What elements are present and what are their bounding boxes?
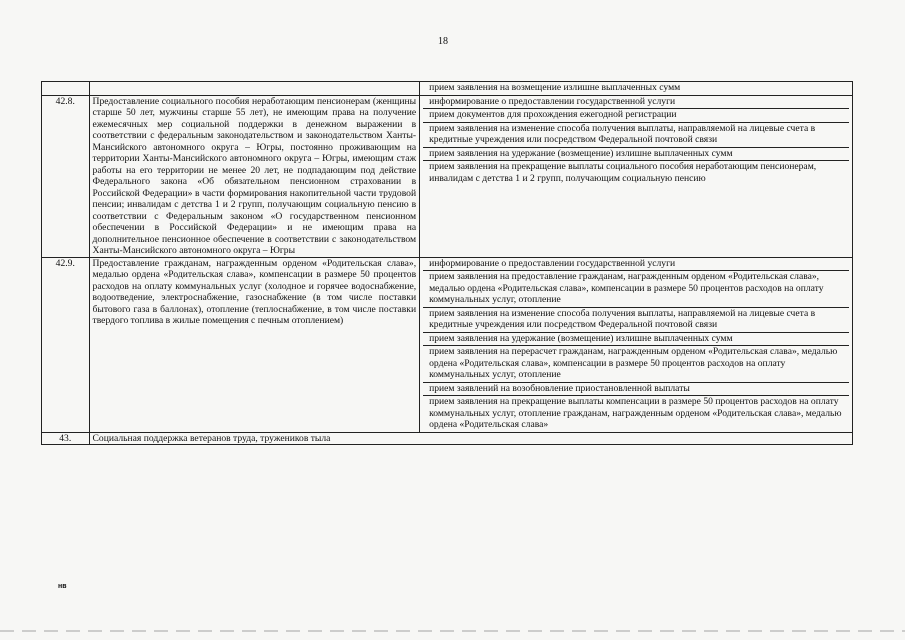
- row-number: 42.9.: [42, 257, 90, 432]
- table-row: [42, 257, 853, 432]
- table-row: [42, 432, 853, 445]
- procedure-item: прием заявления на прекращение выплаты социального пособия неработающим пенсионерам, инвалидам с детства 1 и 2 групп, получающим социальную пенсию: [429, 161, 817, 184]
- table-row: [42, 95, 853, 257]
- services-table: [41, 81, 853, 445]
- procedure-item: прием заявления на удержание (возмещение) излишне выплаченных сумм: [423, 148, 849, 162]
- procedure-item: прием заявления на удержание (возмещение) излишне выплаченных сумм: [423, 333, 849, 347]
- scan-edge-divider: [0, 630, 905, 632]
- service-text: Социальная поддержка ветеранов труда, тружеников тыла: [92, 432, 331, 444]
- row-number: 43.: [42, 432, 90, 445]
- procedure-item: информирование о предоставлении государственной услуги: [423, 258, 849, 272]
- service-text: Предоставление социального пособия неработающим пенсионерам (женщины старше 50 лет, мужчины старше 55 лет), не имеющим права на получение ежемесячных мер социальной поддержки в денежном выражении в соответствии с федеральным законодательством и законодательством Ханты-Мансийского автономного округа – Югры, постоянно проживающим на территории Ханты-Мансийского автономного округа – Югры, имеющим стаж работы на его территории не менее 20 лет, не подпадающим под действие Федерального закона «Об обязательном пенсионном страховании в Российской Федерации» в части формирования накопительной части трудовой пенсии; инвалидам с детства 1 и 2 групп, получающим социальную пенсию в соответствии с Федеральным законом «О государственном пенсионном обеспечении в Российской Федерации» и не имеющим права на дополнительное пенсионное обеспечение в соответствии с законодательством Ханты-Мансийского автономного округа – Югры: [92, 95, 417, 256]
- procedure-list: [420, 95, 853, 257]
- service-description: [89, 82, 420, 96]
- footer-mark: нв: [58, 583, 67, 590]
- table-row: [42, 82, 853, 96]
- procedure-item: прием заявлений на возобновление приостановленной выплаты: [423, 383, 849, 397]
- service-description: [89, 257, 420, 432]
- procedure-list: [420, 257, 853, 432]
- service-text: Предоставление гражданам, награжденным орденом «Родительская слава», медалью ордена «Родительская слава», компенсации в размере 50 процентов расходов на оплату коммунальных услуг (холодное и горячее водоснабжение, водоотведение, электроснабжение, газоснабжение (в том числе поставки бытового газа в баллонах), отопление (теплоснабжение, в том числе поставки твердого топлива в жилые помещения с печным отоплением): [92, 257, 417, 326]
- service-description: [89, 432, 852, 445]
- procedure-item: прием заявления на изменение способа получения выплаты, направляемой на лицевые счета в кредитные учреждения или посредством Федеральной почтовой связи: [423, 308, 849, 333]
- procedure-item: прием заявления на прекращение выплаты компенсации в размере 50 процентов расходов на оплату коммунальных услуг, отопление гражданам, награжденным орденом «Родительская слава», медалью ордена «Родительская слава»: [429, 396, 842, 430]
- procedure-item: прием заявления на возмещение излишне выплаченных сумм: [429, 82, 681, 93]
- procedure-list: [420, 82, 853, 96]
- procedure-item: прием заявления на изменение способа получения выплаты, направляемой на лицевые счета в кредитные учреждения или посредством Федеральной почтовой связи: [423, 123, 849, 148]
- row-number: [42, 82, 90, 96]
- procedure-item: прием заявления на перерасчет гражданам, награжденным орденом «Родительская слава», медалью ордена «Родительская слава», компенсации в размере 50 процентов расходов на оплату коммунальных услуг, отопление: [423, 346, 849, 383]
- row-number: 42.8.: [42, 95, 90, 257]
- procedure-item: информирование о предоставлении государственной услуги: [423, 96, 849, 110]
- page-number: 18: [438, 36, 448, 47]
- procedure-item: прием документов для прохождения ежегодной регистрации: [423, 109, 849, 123]
- procedure-item: прием заявления на предоставление гражданам, награжденным орденом «Родительская слава», медалью ордена «Родительская слава», компенсации в размере 50 процентов расходов на оплату коммунальных услуг, отопление: [423, 271, 849, 308]
- service-description: [89, 95, 420, 257]
